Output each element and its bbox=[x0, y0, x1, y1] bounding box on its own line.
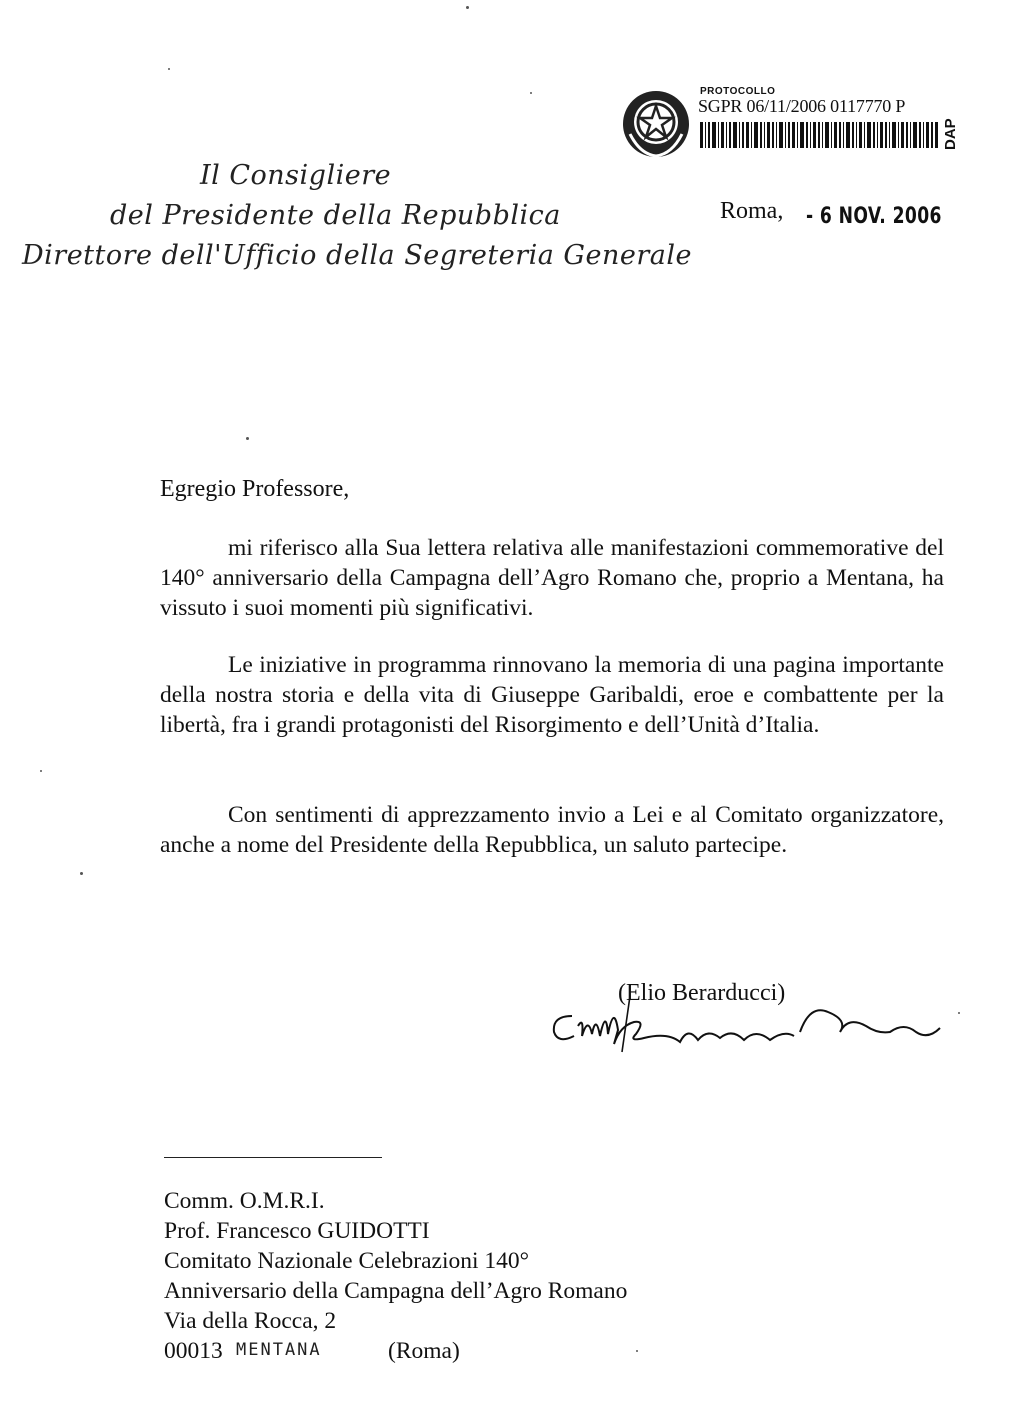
paragraph: Le iniziative in programma rinnovano la memoria di una pagina importante della nostra storia e della vita di Giuseppe Garibaldi, eroe e combattente per la libertà, fra i grandi protagonisti del Risorgimento e dell’Unità d’Italia. bbox=[160, 652, 944, 738]
scan-speck bbox=[958, 1012, 960, 1014]
scan-speck bbox=[80, 872, 83, 875]
scan-speck bbox=[168, 68, 170, 70]
address-line: Anniversario della Campagna dell’Agro Romano bbox=[164, 1278, 628, 1304]
dap-code: DAP bbox=[942, 118, 959, 150]
salutation: Egregio Professore, bbox=[160, 476, 350, 502]
signer-name: (Elio Berarducci) bbox=[618, 980, 786, 1006]
address-line: Prof. Francesco GUIDOTTI bbox=[164, 1218, 430, 1244]
scan-speck bbox=[636, 1350, 638, 1352]
protocol-number: SGPR 06/11/2006 0117770 P bbox=[698, 96, 906, 116]
header-title: Il Consigliere bbox=[200, 160, 392, 191]
paragraph: Con sentimenti di apprezzamento invio a Lei e al Comitato organizzatore, anche a nome del Presidente della Repubblica, un saluto partecipe. bbox=[160, 802, 944, 858]
paragraph: mi riferisco alla Sua lettera relativa alle manifestazioni commemorative del 140° anniversario della Campagna dell’Agro Romano che, proprio a Mentana, ha vissuto i suoi momenti più significativi. bbox=[160, 535, 944, 621]
scan-speck bbox=[40, 770, 42, 772]
protocol-label: PROTOCOLLO bbox=[700, 86, 776, 97]
address-line: Comm. O.M.R.I. bbox=[164, 1188, 325, 1214]
italian-republic-emblem-icon bbox=[620, 88, 692, 160]
scan-speck bbox=[466, 6, 469, 9]
date-stamp: - 6 NOV. 2006 bbox=[806, 204, 942, 229]
handwritten-city: MENTANA bbox=[236, 1340, 322, 1360]
header-subtitle: del Presidente della Repubblica bbox=[110, 200, 561, 231]
scan-speck bbox=[246, 437, 249, 440]
handwritten-signature bbox=[548, 986, 948, 1056]
barcode-icon bbox=[700, 122, 938, 148]
address-divider bbox=[164, 1157, 382, 1158]
header-office: Direttore dell'Ufficio della Segreteria Generale bbox=[22, 240, 692, 271]
address-line: Via della Rocca, 2 bbox=[164, 1308, 337, 1334]
protocol-stamp bbox=[620, 82, 980, 172]
province: (Roma) bbox=[388, 1338, 460, 1364]
scan-speck bbox=[530, 92, 532, 94]
address-line: Comitato Nazionale Celebrazioni 140° bbox=[164, 1248, 530, 1274]
date-place: Roma, bbox=[720, 198, 784, 224]
postal-code: 00013 bbox=[164, 1338, 223, 1364]
